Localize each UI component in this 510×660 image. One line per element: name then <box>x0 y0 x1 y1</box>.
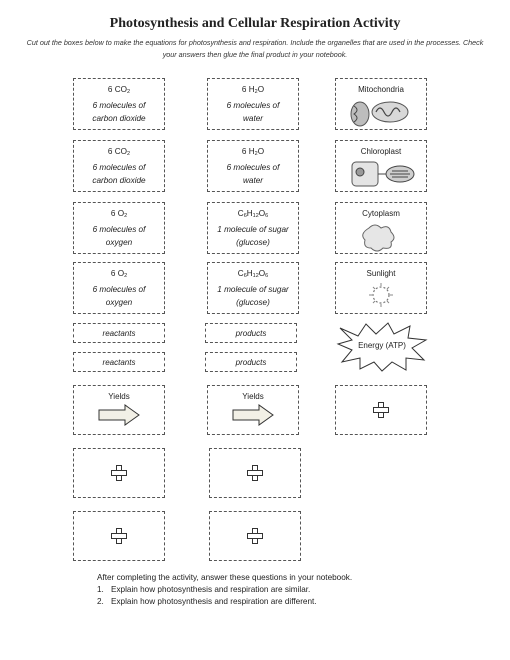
page-title: Photosynthesis and Cellular Respiration Activity <box>109 16 401 31</box>
card-plus-3[interactable] <box>209 448 301 498</box>
card-plus-5[interactable] <box>209 511 301 561</box>
footer-questions <box>97 572 352 608</box>
question-1: 1. Explain how photosynthesis and respiration are similar. <box>97 585 311 594</box>
formula: 6 $O_2$ <box>110 269 128 279</box>
footer-intro: After completing the activity, answer these questions in your notebook. <box>97 573 353 582</box>
card-line: oxygen <box>105 238 133 247</box>
arrow-right-icon <box>97 403 141 427</box>
card-line: 1 molecule of sugar <box>217 285 289 294</box>
organelle-label: Sunlight <box>366 269 396 278</box>
card-o2-1[interactable] <box>73 202 165 254</box>
card-line: 6 molecules of <box>226 163 280 172</box>
card-products-1[interactable] <box>205 323 297 343</box>
formula: 6 $CO_2$ <box>107 147 131 157</box>
card-o2-2[interactable] <box>73 262 165 314</box>
card-line: 6 molecules of <box>92 225 146 234</box>
card-plus-2[interactable] <box>73 448 165 498</box>
formula: 6 $H_2O$ <box>241 147 265 157</box>
yields-label: Yields <box>108 392 130 401</box>
organelle-label: Mitochondria <box>358 85 404 94</box>
organelle-label: Chloroplast <box>360 147 402 156</box>
formula: $C_6H_{12}O_6$ <box>237 269 269 279</box>
card-energy[interactable] <box>336 322 428 372</box>
card-plus-4[interactable] <box>73 511 165 561</box>
formula: 6 $CO_2$ <box>107 85 131 95</box>
mitochondria-icon <box>346 96 416 128</box>
card-yields-2[interactable] <box>207 385 299 435</box>
plus-icon <box>373 402 389 418</box>
card-products-2[interactable] <box>205 352 297 372</box>
plus-icon <box>247 465 263 481</box>
card-line: water <box>242 114 264 123</box>
card-h2o-2[interactable] <box>207 140 299 192</box>
chloroplast-icon <box>344 158 418 188</box>
card-line: 6 molecules of <box>226 101 280 110</box>
instructions: Cut out the boxes below to make the equations for photosynthesis and respiration. Include the organelles that are used in the processes. Check your answers then glue the final product in your notebook. <box>26 38 484 59</box>
card-reactants-1[interactable] <box>73 323 165 343</box>
card-line: 1 molecule of sugar <box>217 225 289 234</box>
card-line: carbon dioxide <box>92 114 146 123</box>
formula: 6 $H_2O$ <box>241 85 265 95</box>
arrow-right-icon <box>231 403 275 427</box>
card-yields-1[interactable] <box>73 385 165 435</box>
formula: $C_6H_{12}O_6$ <box>237 209 269 219</box>
card-chloroplast[interactable] <box>335 140 427 192</box>
card-mitochondria[interactable] <box>335 78 427 130</box>
card-glucose-2[interactable] <box>207 262 299 314</box>
question-2: 2. Explain how photosynthesis and respiration are different. <box>97 597 317 606</box>
card-line: 6 molecules of <box>92 285 146 294</box>
cytoplasm-icon <box>361 220 401 252</box>
plus-icon <box>111 528 127 544</box>
sun-icon <box>364 280 398 310</box>
card-reactants-2[interactable] <box>73 352 165 372</box>
formula: 6 $O_2$ <box>110 209 128 219</box>
card-glucose-1[interactable] <box>207 202 299 254</box>
card-h2o-1[interactable] <box>207 78 299 130</box>
pill-label: reactants <box>102 357 136 367</box>
card-line: 6 molecules of <box>92 163 146 172</box>
card-line: (glucose) <box>236 238 270 247</box>
energy-label: Energy (ATP) <box>358 341 406 350</box>
card-co2-2[interactable] <box>73 140 165 192</box>
plus-icon <box>111 465 127 481</box>
card-line: oxygen <box>105 298 133 307</box>
organelle-label: Cytoplasm <box>362 209 400 218</box>
yields-label: Yields <box>242 392 264 401</box>
card-sunlight[interactable] <box>335 262 427 314</box>
card-line: (glucose) <box>236 298 270 307</box>
card-plus-1[interactable] <box>335 385 427 435</box>
card-line: 6 molecules of <box>92 101 146 110</box>
card-cytoplasm[interactable] <box>335 202 427 254</box>
pill-label: products <box>235 357 267 367</box>
pill-label: reactants <box>102 328 136 338</box>
pill-label: products <box>235 328 267 338</box>
plus-icon <box>247 528 263 544</box>
card-line: water <box>242 176 264 185</box>
card-line: carbon dioxide <box>92 176 146 185</box>
card-co2-1[interactable] <box>73 78 165 130</box>
